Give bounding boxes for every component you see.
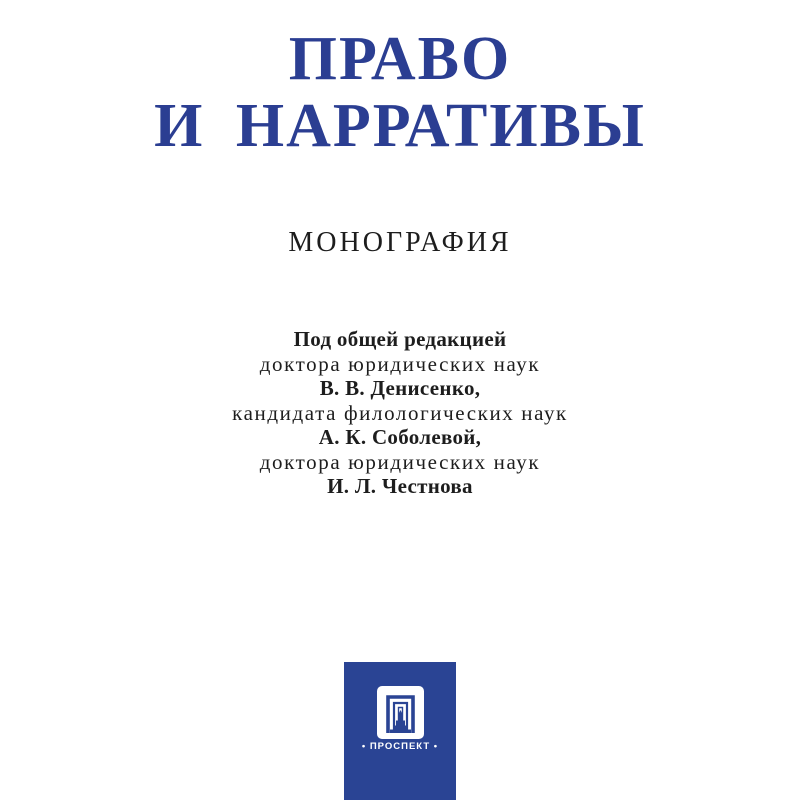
editors-heading: Под общей редакцией: [293, 327, 507, 351]
book-title-line-2: И НАРРАТИВЫ: [154, 92, 646, 160]
prospekt-gate-icon: [377, 686, 424, 739]
edition-type-label: МОНОГРАФИЯ: [288, 227, 512, 258]
publisher-name: • ПРОСПЕКТ •: [361, 741, 439, 752]
editor-degree-line: доктора юридических наук: [259, 351, 541, 376]
book-title: [0, 26, 800, 160]
book-title-line-1: ПРАВО: [288, 25, 512, 93]
editor-name: И. Л. Честнова: [327, 474, 473, 498]
editor-name: А. К. Соболевой,: [318, 425, 482, 449]
editor-degree-line: кандидата филологических наук: [232, 400, 568, 425]
editor-degree-line: доктора юридических наук: [259, 449, 541, 474]
publisher-logo: [344, 662, 456, 800]
editor-name: В. В. Денисенко,: [319, 376, 481, 400]
editors-block: [0, 327, 800, 499]
